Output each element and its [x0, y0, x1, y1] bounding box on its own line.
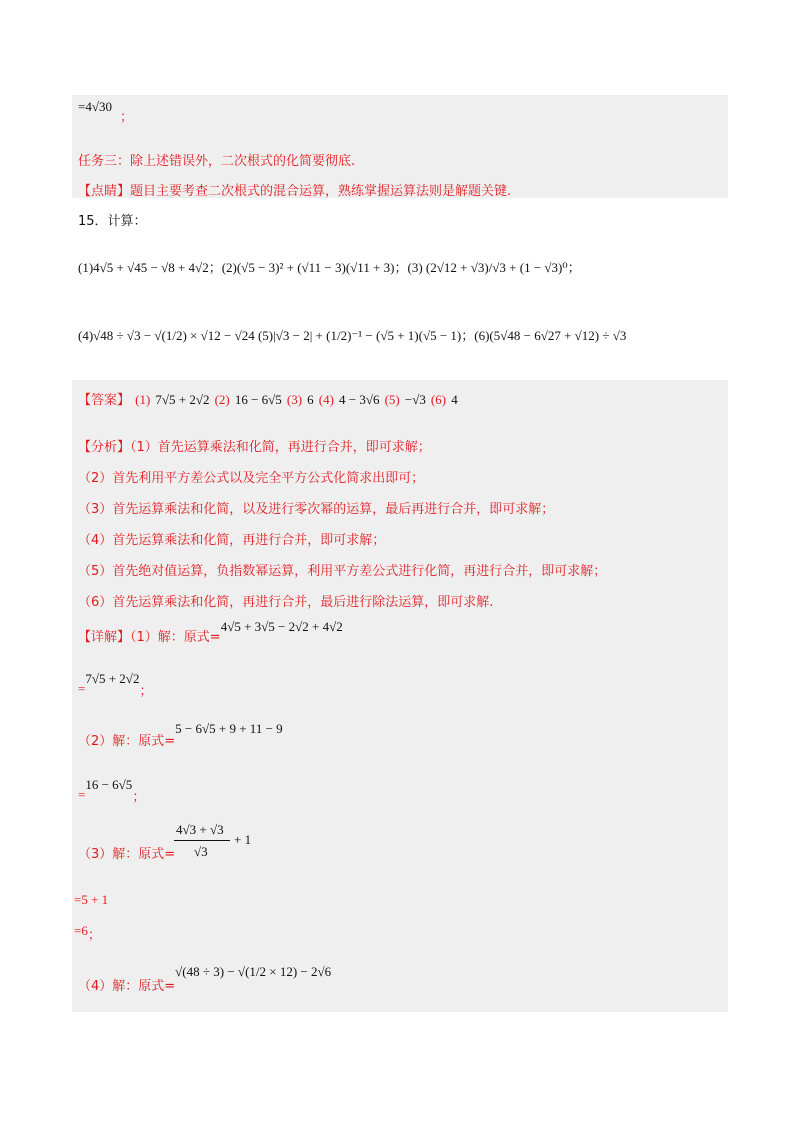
detail-1-line	[78, 619, 343, 645]
detail-1-expr: 4√5 + 3√5 − 2√2 + 4√2	[220, 619, 343, 634]
detail-label: 【详解】	[78, 630, 131, 645]
analysis-text-1: （1）首先运算乘法和化简，再进行合并，即可求解；	[130, 440, 431, 455]
detail-3-prefix: （3）解：原式=	[78, 847, 176, 862]
detail-3-step: =5 + 1	[74, 892, 109, 907]
analysis-line-1	[78, 436, 431, 455]
answer-item-4-label: (4)	[318, 392, 334, 407]
problem-row-2: (4)√48 ÷ √3 − √(1/2) × √12 − √24 (5)|√3 − 2| + (1/2)⁻¹ − (√5 + 1)(√5 − 1)；(6)(5√48 − 6√27 + √12) ÷ √3	[78, 328, 627, 343]
detail-2-eq: =	[78, 787, 86, 802]
problem-heading: 15．计算：	[78, 214, 147, 229]
detail-1-result-line	[78, 668, 153, 699]
answer-item-5-value: −√3	[404, 392, 426, 407]
detail-2-result-line	[78, 774, 146, 805]
detail-1-result: 7√5 + 2√2	[85, 671, 140, 686]
answer-item-6-label: (6)	[430, 392, 447, 407]
semicolon: ；	[120, 110, 134, 125]
detail-2-prefix: （2）解：原式=	[78, 734, 176, 749]
analysis-line-4: （4）首先运算乘法和化简，再进行合并，即可求解；	[78, 533, 386, 548]
answer-label: 【答案】	[78, 393, 131, 408]
answer-item-1-value: 7√5 + 2√2	[155, 392, 210, 407]
detail-3-den: √3	[194, 844, 208, 859]
detail-2-result: 16 − 6√5	[85, 777, 133, 792]
detail-3-result-line	[74, 920, 101, 943]
detail-4-expr: √(48 ÷ 3) − √(1/2 × 12) − 2√6	[175, 964, 332, 979]
analysis-label: 【分析】	[78, 440, 131, 455]
answer-item-6-value: 4	[451, 392, 458, 407]
answer-item-3-value: 6	[307, 392, 314, 407]
detail-2-expr: 5 − 6√5 + 9 + 11 − 9	[175, 721, 283, 736]
detail-4-prefix: （4）解：原式=	[78, 979, 176, 994]
answer-item-3-label: (3)	[286, 392, 303, 407]
analysis-line-2: （2）首先利用平方差公式以及完全平方公式化简求出即可；	[78, 471, 425, 486]
detail-3-fraction-bar	[174, 840, 230, 841]
analysis-line-6: （6）首先运算乘法和化简，再进行合并，最后进行除法运算，即可求解.	[78, 595, 494, 610]
detail-1-end: ；	[139, 684, 153, 699]
answer-item-1-label: (1)	[135, 392, 151, 407]
detail-3-end: ；	[87, 928, 101, 943]
detail-2-end: ；	[132, 790, 146, 805]
comment-line: 【点睛】题目主要考查二次根式的混合运算，熟练掌握运算法则是解题关键.	[78, 184, 512, 199]
analysis-line-5: （5）首先绝对值运算，负指数幂运算，利用平方差公式进行化简，再进行合并，即可求解；	[78, 564, 607, 579]
result-line: =4√30	[78, 99, 112, 114]
answer-item-2-value: 16 − 6√5	[234, 392, 282, 407]
task3-line: 任务三：除上述错误外，二次根式的化简要彻底.	[78, 154, 356, 169]
detail-1-eq: =	[78, 681, 86, 696]
detail-1-prefix: （1）解：原式=	[130, 630, 221, 645]
analysis-line-3: （3）首先运算乘法和化简，以及进行零次幂的运算，最后再进行合并，即可求解；	[78, 502, 555, 517]
answer-item-2-label: (2)	[214, 392, 230, 407]
detail-2-line	[78, 721, 283, 749]
detail-3-num: 4√3 + √3	[176, 822, 224, 837]
answer-item-5-label: (5)	[384, 392, 400, 407]
problem-row-1: (1)4√5 + √45 − √8 + 4√2；(2)(√5 − 3)² + (√11 − 3)(√11 + 3)；(3) (2√12 + √3)/√3 + (1 − √3)⁰；	[78, 260, 581, 275]
answer-item-4-value: 4 − 3√6	[339, 392, 380, 407]
answer-line	[78, 389, 458, 408]
detail-3-tail: + 1	[234, 832, 252, 847]
detail-3-result: =6	[74, 923, 88, 938]
